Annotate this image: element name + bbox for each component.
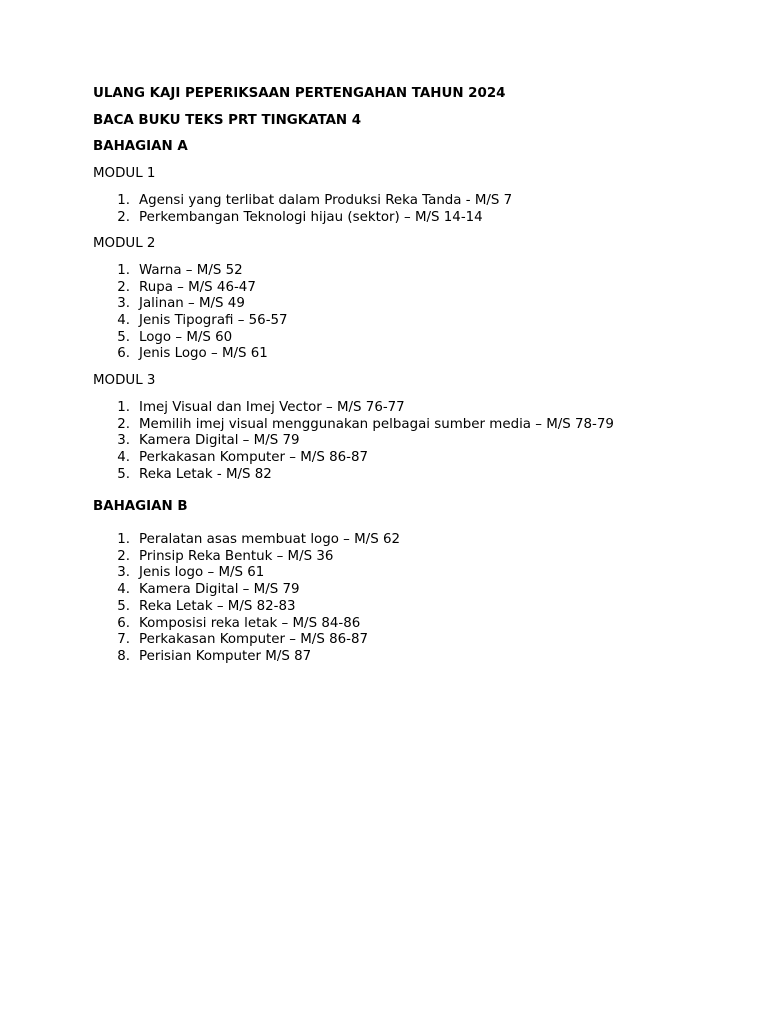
list-item	[93, 582, 733, 599]
list-item-text: Perkakasan Komputer – M/S 86-87	[139, 449, 368, 465]
list-item	[93, 296, 733, 313]
section-b-title: BAHAGIAN B	[93, 499, 188, 515]
list-item	[93, 616, 733, 633]
list-item	[93, 599, 733, 616]
list-item-text: Logo – M/S 60	[139, 329, 233, 345]
list-item-number: 2.	[117, 279, 130, 295]
document-subtitle: BACA BUKU TEKS PRT TINGKATAN 4	[93, 112, 362, 128]
list-item	[93, 346, 733, 363]
list-item-number: 3.	[117, 433, 130, 449]
list-item-number: 4.	[117, 582, 130, 598]
list-item-text: Kamera Digital – M/S 79	[139, 433, 300, 449]
list-item	[93, 467, 733, 484]
list-item	[93, 632, 733, 649]
list-item-number: 1.	[117, 532, 130, 548]
list-item	[93, 433, 733, 450]
list-item	[93, 649, 733, 666]
list-item-text: Agensi yang terlibat dalam Produksi Reka Tanda - M/S 7	[139, 192, 513, 208]
list-item-text: Prinsip Reka Bentuk – M/S 36	[139, 548, 334, 564]
list-item-number: 4.	[117, 313, 130, 329]
list-item-text: Rupa – M/S 46-47	[139, 279, 256, 295]
list-item-number: 2.	[117, 548, 130, 564]
list-item	[93, 193, 733, 210]
list-item	[93, 330, 733, 347]
module-1-label: MODUL 1	[93, 166, 156, 182]
list-item-number: 1.	[117, 192, 130, 208]
list-item-number: 5.	[117, 466, 130, 482]
list-item	[93, 417, 733, 434]
list-item-text: Perisian Komputer M/S 87	[139, 648, 312, 664]
list-item	[93, 549, 733, 566]
list-item-number: 6.	[117, 615, 130, 631]
list-item	[93, 532, 733, 549]
list-item-number: 3.	[117, 565, 130, 581]
list-item	[93, 210, 733, 227]
list-item-text: Komposisi reka letak – M/S 84-86	[139, 615, 361, 631]
list-item-text: Jalinan – M/S 49	[139, 296, 245, 312]
list-item	[93, 313, 733, 330]
list-item-number: 1.	[117, 262, 130, 278]
list-item-number: 5.	[117, 329, 130, 345]
list-item-text: Peralatan asas membuat logo – M/S 62	[139, 532, 400, 548]
list-item-text: Perkakasan Komputer – M/S 86-87	[139, 632, 368, 648]
list-item-text: Jenis Tipografi – 56-57	[139, 313, 288, 329]
module-2-list	[93, 263, 733, 363]
module-3-label: MODUL 3	[93, 373, 156, 389]
list-item-text: Reka Letak - M/S 82	[139, 466, 272, 482]
list-item-text: Kamera Digital – M/S 79	[139, 582, 300, 598]
list-item-text: Warna – M/S 52	[139, 262, 243, 278]
module-1-list	[93, 193, 733, 226]
list-item-text: Imej Visual dan Imej Vector – M/S 76-77	[139, 399, 405, 415]
list-item-number: 2.	[117, 209, 130, 225]
list-item-text: Memilih imej visual menggunakan pelbagai sumber media – M/S 78-79	[139, 416, 614, 432]
list-item-number: 6.	[117, 346, 130, 362]
list-item-text: Jenis logo – M/S 61	[139, 565, 265, 581]
list-item-number: 1.	[117, 399, 130, 415]
list-item-number: 2.	[117, 416, 130, 432]
module-3-list	[93, 400, 733, 484]
document-page	[93, 86, 733, 676]
list-item-number: 4.	[117, 449, 130, 465]
list-item-number: 8.	[117, 648, 130, 664]
list-item-text: Perkembangan Teknologi hijau (sektor) – M/S 14-14	[139, 209, 483, 225]
section-a-title: BAHAGIAN A	[93, 139, 188, 155]
list-item-text: Jenis Logo – M/S 61	[139, 346, 268, 362]
list-item-number: 7.	[117, 632, 130, 648]
list-item	[93, 565, 733, 582]
list-item-number: 3.	[117, 296, 130, 312]
list-item	[93, 400, 733, 417]
list-item	[93, 263, 733, 280]
module-2-label: MODUL 2	[93, 236, 156, 252]
list-item-text: Reka Letak – M/S 82-83	[139, 598, 296, 614]
section-b-list	[93, 532, 733, 666]
list-item	[93, 280, 733, 297]
list-item	[93, 450, 733, 467]
document-title: ULANG KAJI PEPERIKSAAN PERTENGAHAN TAHUN 2024	[93, 86, 506, 101]
list-item-number: 5.	[117, 598, 130, 614]
